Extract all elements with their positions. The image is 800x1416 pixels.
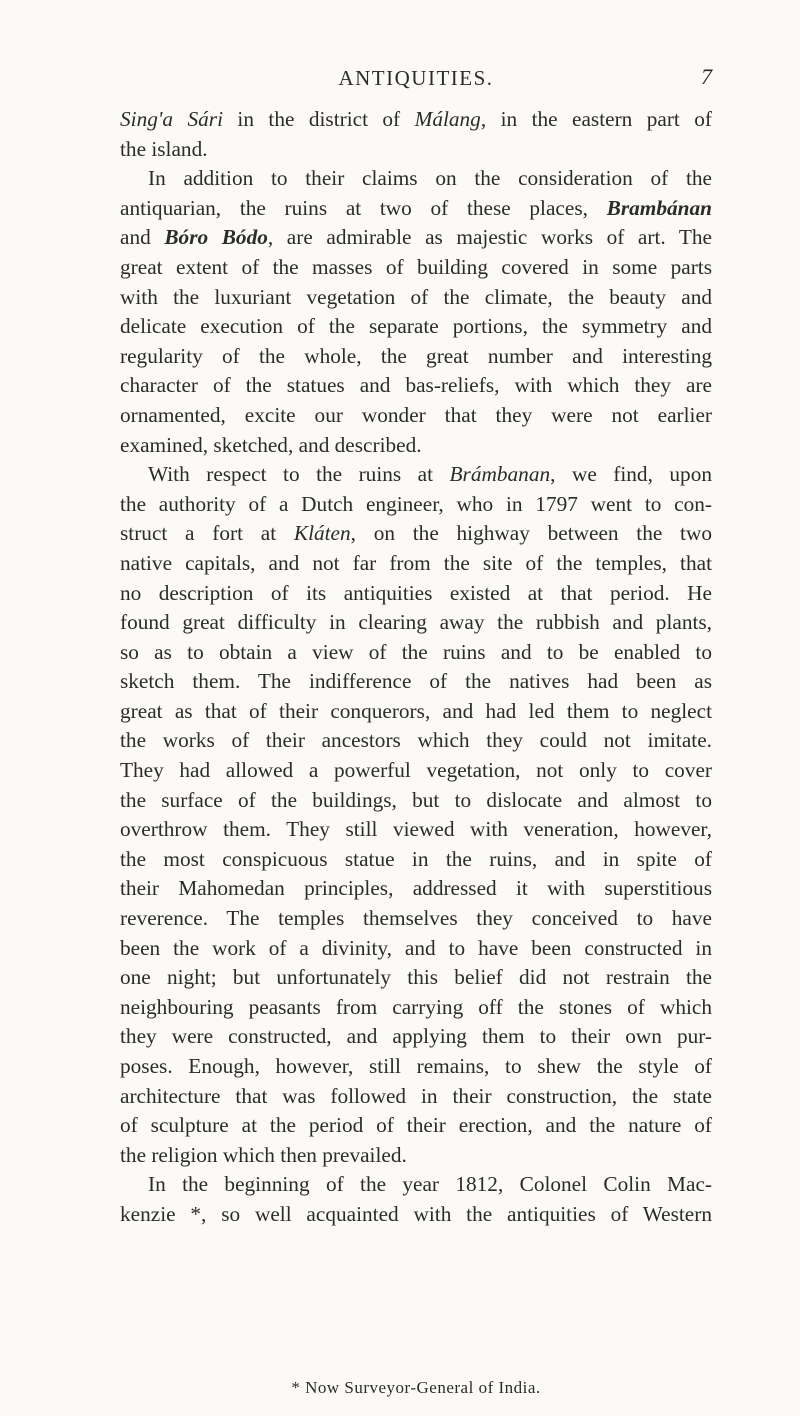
text-line: one night; but unfortunately this belief did not restrain the: [120, 965, 712, 990]
italic-place-name: Brambánan: [606, 195, 712, 220]
text-line: native capitals, and not far from the site of the temples, that: [120, 550, 712, 575]
text-line: poses. Enough, however, still remains, to shew the style of: [120, 1054, 712, 1078]
paragraph-start-line: With respect to the ruins at Brámbanan, we find, upon: [148, 462, 712, 487]
text-line: ornamented, excite our wonder that they were not earlier: [120, 402, 712, 427]
text-line: the works of their ancestors which they could not imitate.: [120, 728, 712, 753]
text-line: Sing'a Sári in the district of Málang, in the eastern part of: [120, 107, 713, 131]
text-line: the surface of the buildings, but to dislocate and almost to: [120, 787, 712, 812]
text-line: great as that of their conquerors, and had led them to neglect: [120, 698, 712, 723]
text-line: been the work of a divinity, and to have been constructed in: [120, 935, 712, 960]
text-line: They had allowed a powerful vegetation, not only to cover: [120, 758, 712, 783]
text-line: reverence. The temples themselves they conceived to have: [120, 906, 712, 931]
text-line: struct a fort at Kláten, on the highway between the two: [120, 521, 713, 546]
text-line: the religion which then prevailed.: [120, 1142, 407, 1167]
text-line: kenzie *, so well acquainted with the antiquities of Western: [120, 1201, 712, 1226]
text-line: the island.: [120, 136, 208, 161]
text-line: neighbouring peasants from carrying off the stones of which: [120, 994, 712, 1019]
text-line: no description of its antiquities existed at that period. He: [120, 580, 712, 605]
text-line: so as to obtain a view of the ruins and to be enabled to: [120, 639, 712, 664]
italic-place-name: Brámbanan: [449, 462, 551, 487]
italic-place-name: Sing'a Sári: [120, 107, 223, 131]
footnote: * Now Surveyor-General of India.: [291, 1378, 541, 1397]
text-line: great extent of the masses of building covered in some parts: [120, 254, 712, 279]
text-line: found great difficulty in clearing away the rubbish and plants,: [120, 610, 712, 635]
text-line: character of the statues and bas-reliefs, with which they are: [120, 373, 712, 398]
paragraph-start-line: In addition to their claims on the consideration of the: [148, 166, 712, 191]
text-line: overthrow them. They still viewed with veneration, however,: [120, 817, 712, 842]
text-line: and Bóro Bódo, are admirable as majestic works of art. The: [120, 225, 713, 250]
text-line: with the luxuriant vegetation of the climate, the beauty and: [120, 284, 712, 309]
italic-place-name: Málang: [414, 107, 481, 131]
text-line: architecture that was followed in their construction, the state: [120, 1083, 712, 1108]
text-line: the most conspicuous statue in the ruins, and in spite of: [120, 846, 712, 871]
page-header: [120, 60, 712, 100]
text-line: of sculpture at the period of their erection, and the nature of: [120, 1113, 712, 1138]
text-line: their Mahomedan principles, addressed it with superstitious: [120, 876, 712, 901]
paragraph-start-line: In the beginning of the year 1812, Colonel Colin Mac-: [148, 1172, 712, 1197]
italic-place-name: Kláten: [293, 521, 351, 546]
text-line: they were constructed, and applying them to their own pur-: [120, 1024, 712, 1049]
running-head: ANTIQUITIES.: [338, 66, 494, 90]
body-text: [120, 105, 712, 1230]
text-line: examined, sketched, and described.: [120, 432, 422, 457]
text-line: antiquarian, the ruins at two of these places, Brambánan: [120, 195, 712, 220]
text-line: sketch them. The indifference of the natives had been as: [120, 669, 712, 694]
text-line: delicate execution of the separate portions, the symmetry and: [120, 314, 712, 339]
italic-place-name: Bóro Bódo: [164, 225, 268, 250]
page-number: 7: [701, 64, 712, 89]
text-line: the authority of a Dutch engineer, who in 1797 went to con-: [120, 491, 712, 516]
text-line: regularity of the whole, the great number and interesting: [120, 343, 712, 368]
